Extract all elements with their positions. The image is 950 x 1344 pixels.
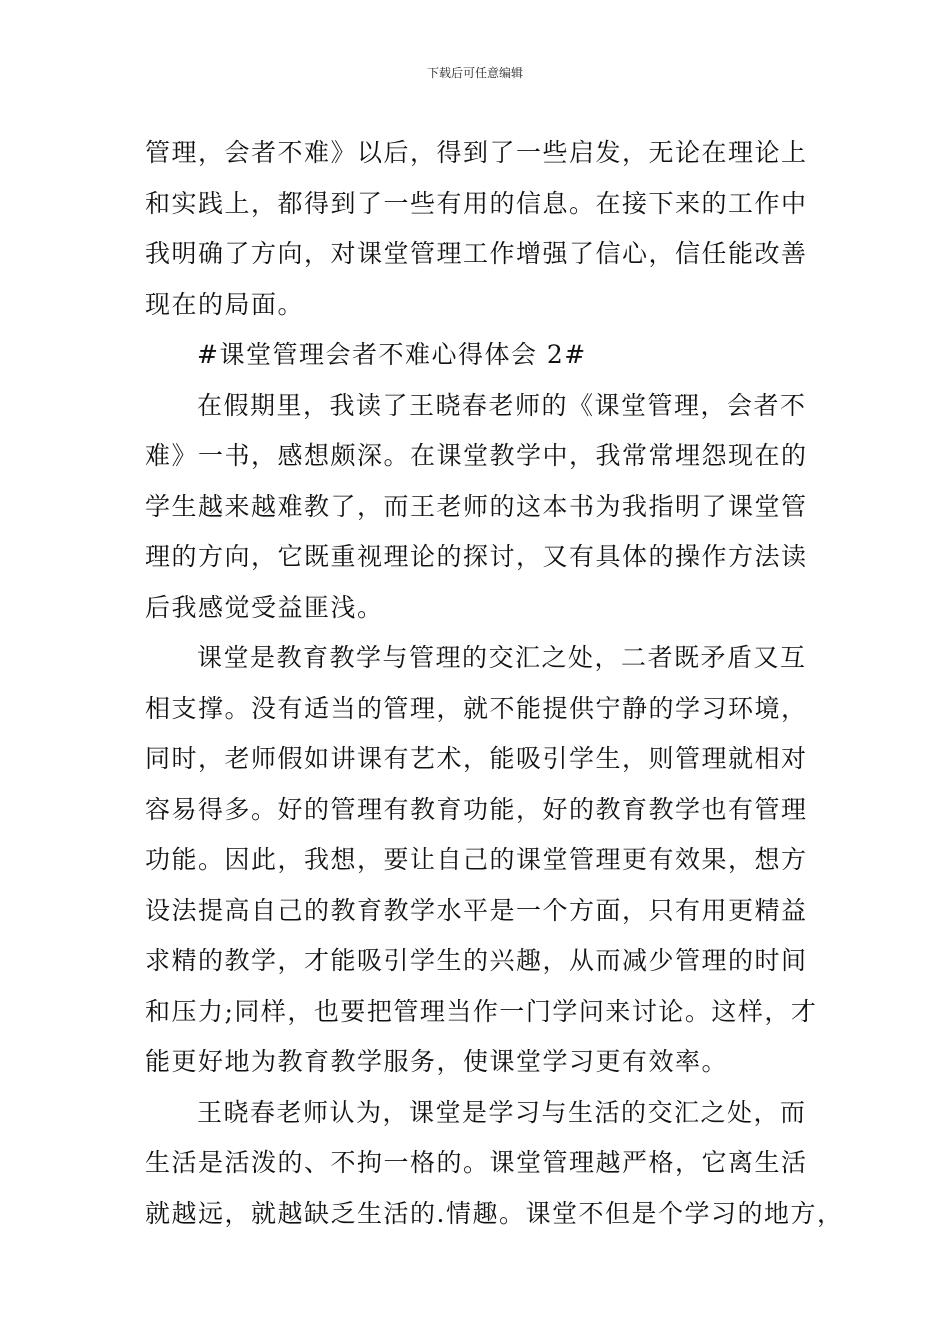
text-line: 难》一书，感想颇深。在课堂教学中，我常常埋怨现在的 <box>145 441 808 470</box>
text-line: 和压力;同样，也要把管理当作一门学问来讨论。这样，才 <box>145 996 818 1026</box>
text-line: 管理，会者不难》以后，得到了一些启发，无论在理论上 <box>145 138 808 167</box>
text-line: 和实践上，都得到了一些有用的信息。在接下来的工作中 <box>145 188 808 218</box>
page-header: 下载后可任意编辑 <box>426 66 523 80</box>
document-body <box>145 128 844 1239</box>
text-line: 相支撑。没有适当的管理，就不能提供宁静的学习环境， <box>145 693 808 723</box>
text-line: 生活是活泼的、不拘一格的。课堂管理越严格，它离生活 <box>145 1148 808 1177</box>
text-line: 同时，老师假如讲课有艺术，能吸引学生，则管理就相对 <box>145 744 808 773</box>
text-line: 现在的局面。 <box>145 289 305 319</box>
text-line: 学生越来越难教了，而王老师的这本书为我指明了课堂管 <box>145 491 808 521</box>
text-line: 就越远，就越缺乏生活的.情趣。课堂不但是个学习的地方， <box>145 1198 844 1228</box>
text-line: 功能。因此，我想，要让自己的课堂管理更有效果，想方 <box>145 845 808 874</box>
text-line: 理的方向，它既重视理论的探讨，又有具体的操作方法读 <box>145 542 808 571</box>
paragraph-start-line: 课堂是教育教学与管理的交汇之处，二者既矛盾又互 <box>197 643 807 672</box>
text-line: 我明确了方向，对课堂管理工作增强了信心，信任能改善 <box>145 239 808 268</box>
text-line: 后我感觉受益匪浅。 <box>145 592 384 622</box>
section-heading: #课堂管理会者不难心得体会 2# <box>197 340 587 369</box>
paragraph-start-line: 王晓春老师认为，课堂是学习与生活的交汇之处，而 <box>197 1097 807 1127</box>
paragraph-start-line: 在假期里，我读了王晓春老师的《课堂管理，会者不 <box>197 390 807 420</box>
text-line: 求精的教学，才能吸引学生的兴趣，从而减少管理的时间 <box>145 946 808 975</box>
text-line: 设法提高自己的教育教学水平是一个方面，只有用更精益 <box>145 895 808 925</box>
text-line: 容易得多。好的管理有教育功能，好的教育教学也有管理 <box>145 794 808 824</box>
text-line: 能更好地为教育教学服务，使课堂学习更有效率。 <box>145 1047 729 1076</box>
